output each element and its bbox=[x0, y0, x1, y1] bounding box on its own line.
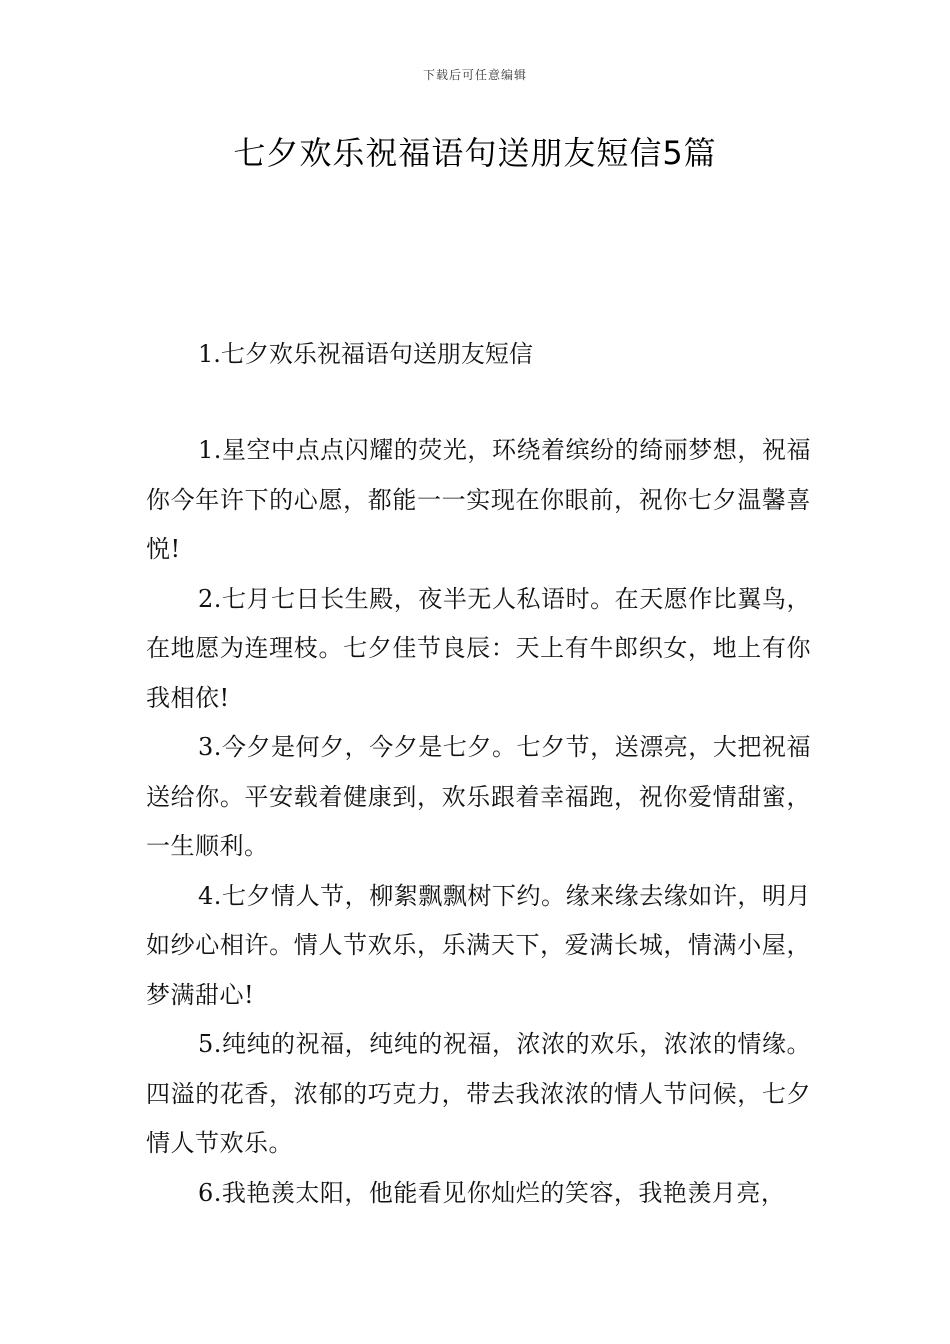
paragraph-1: 1.星空中点点闪耀的荧光，环绕着缤纷的绮丽梦想，祝福你今年许下的心愿，都能一一实现在你眼前，祝你七夕温馨喜悦! bbox=[146, 436, 811, 563]
paragraph-2: 2.七月七日长生殿，夜半无人私语时。在天愿作比翼鸟，在地愿为连理枝。七夕佳节良辰：天上有牛郎织女，地上有你我相依! bbox=[146, 584, 811, 712]
section-heading: 1.七夕欢乐祝福语句送朋友短信 bbox=[198, 340, 533, 368]
paragraph-4: 4.七夕情人节，柳絮飘飘树下约。缘来缘去缘如许，明月如纱心相许。情人节欢乐，乐满天下，爱满长城，情满小屋，梦满甜心! bbox=[146, 881, 811, 1009]
paragraph-3: 3.今夕是何夕，今夕是七夕。七夕节，送漂亮，大把祝福送给你。平安载着健康到，欢乐跟着幸福跑，祝你爱情甜蜜，一生顺利。 bbox=[146, 733, 811, 860]
header-note: 下载后可任意编辑 bbox=[422, 68, 527, 82]
body-text bbox=[146, 426, 811, 1218]
paragraph-6: 6.我艳羡太阳，他能看见你灿烂的笑容，我艳羡月亮， bbox=[198, 1178, 786, 1207]
paragraph-5: 5.纯纯的祝福，纯纯的祝福，浓浓的欢乐，浓浓的情缘。四溢的花香，浓郁的巧克力，带去我浓浓的情人节问候，七夕情人节欢乐。 bbox=[146, 1030, 811, 1157]
document-title: 七夕欢乐祝福语句送朋友短信5篇 bbox=[233, 134, 717, 172]
